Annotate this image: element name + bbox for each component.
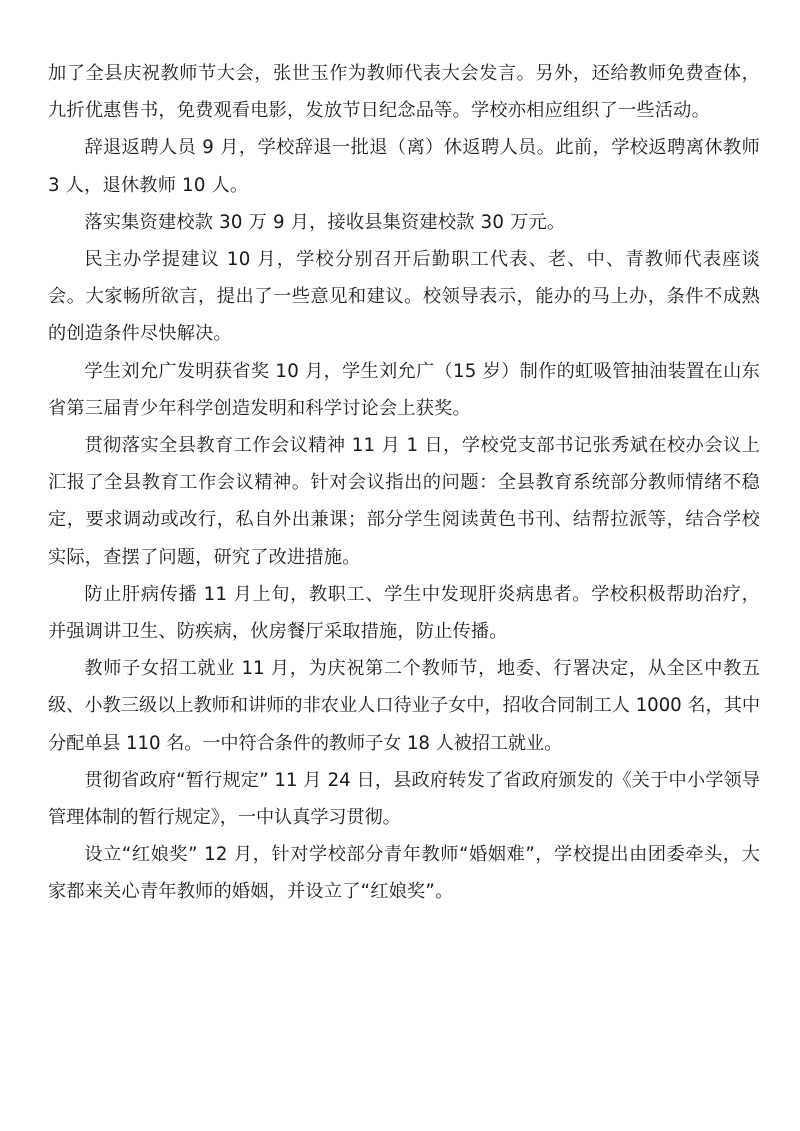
paragraph-teacher-children-employment: 教师子女招工就业 11 月，为庆祝第二个教师节，地委、行署决定，从全区中教五级、小教三级以上教师和讲师的非农业人口待业子女中，招收合同制工人 1000 名，其中分配单县 110 名。一中符合条件的教师子女 18 人被招工就业。 xyxy=(48,658,760,754)
paragraph-school-funds: 落实集资建校款 30 万 9 月，接收县集资建校款 30 万元。 xyxy=(84,211,566,233)
paragraph-democratic-suggestions: 民主办学提建议 10 月，学校分别召开后勤职工代表、老、中、青教师代表座谈会。大家畅所欲言，提出了一些意见和建议。校领导表示，能办的马上办，条件不成熟的创造条件尽快解决。 xyxy=(48,249,760,345)
paragraph-hepatitis-prevention: 防止肝病传播 11 月上旬，教职工、学生中发现肝炎病患者。学校积极帮助治疗，并强调讲卫生、防疾病，伙房餐厅采取措施，防止传播。 xyxy=(48,583,760,643)
paragraph-education-meeting: 贯彻落实全县教育工作会议精神 11 月 1 日，学校党支部书记张秀斌在校办会议上汇报了全县教育工作会议精神。针对会议指出的问题：全县教育系统部分教师情绪不稳定，要求调动或改行，私自外出兼课；部分学生阅读黄色书刊、结帮拉派等，结合学校实际，查摆了问题，研究了改进措施。 xyxy=(48,435,760,568)
paragraph-student-invention-award: 学生刘允广发明获省奖 10 月，学生刘允广（15 岁）制作的虹吸管抽油装置在山东省第三届青少年科学创造发明和科学讨论会上获奖。 xyxy=(48,360,760,419)
paragraph-dismiss-rehired-staff: 辞退返聘人员 9 月，学校辞退一批退（离）休返聘人员。此前，学校返聘离休教师 3 人，退休教师 10 人。 xyxy=(48,137,760,196)
paragraph-matchmaker-award: 设立“红娘奖” 12 月，针对学校部分青年教师“婚姻难”，学校提出由团委牵头，大家都来关心青年教师的婚姻，并设立了“红娘奖”。 xyxy=(48,844,760,903)
document-body xyxy=(48,55,760,911)
paragraph-continuation: 加了全县庆祝教师节大会，张世玉作为教师代表大会发言。另外，还给教师免费查体，九折优惠售书，免费观看电影，发放节日纪念品等。学校亦相应组织了一些活动。 xyxy=(48,63,760,122)
paragraph-provincial-regulations: 贯彻省政府“暂行规定” 11 月 24 日，县政府转发了省政府颁发的《关于中小学领导管理体制的暂行规定》，一中认真学习贯彻。 xyxy=(48,769,760,829)
